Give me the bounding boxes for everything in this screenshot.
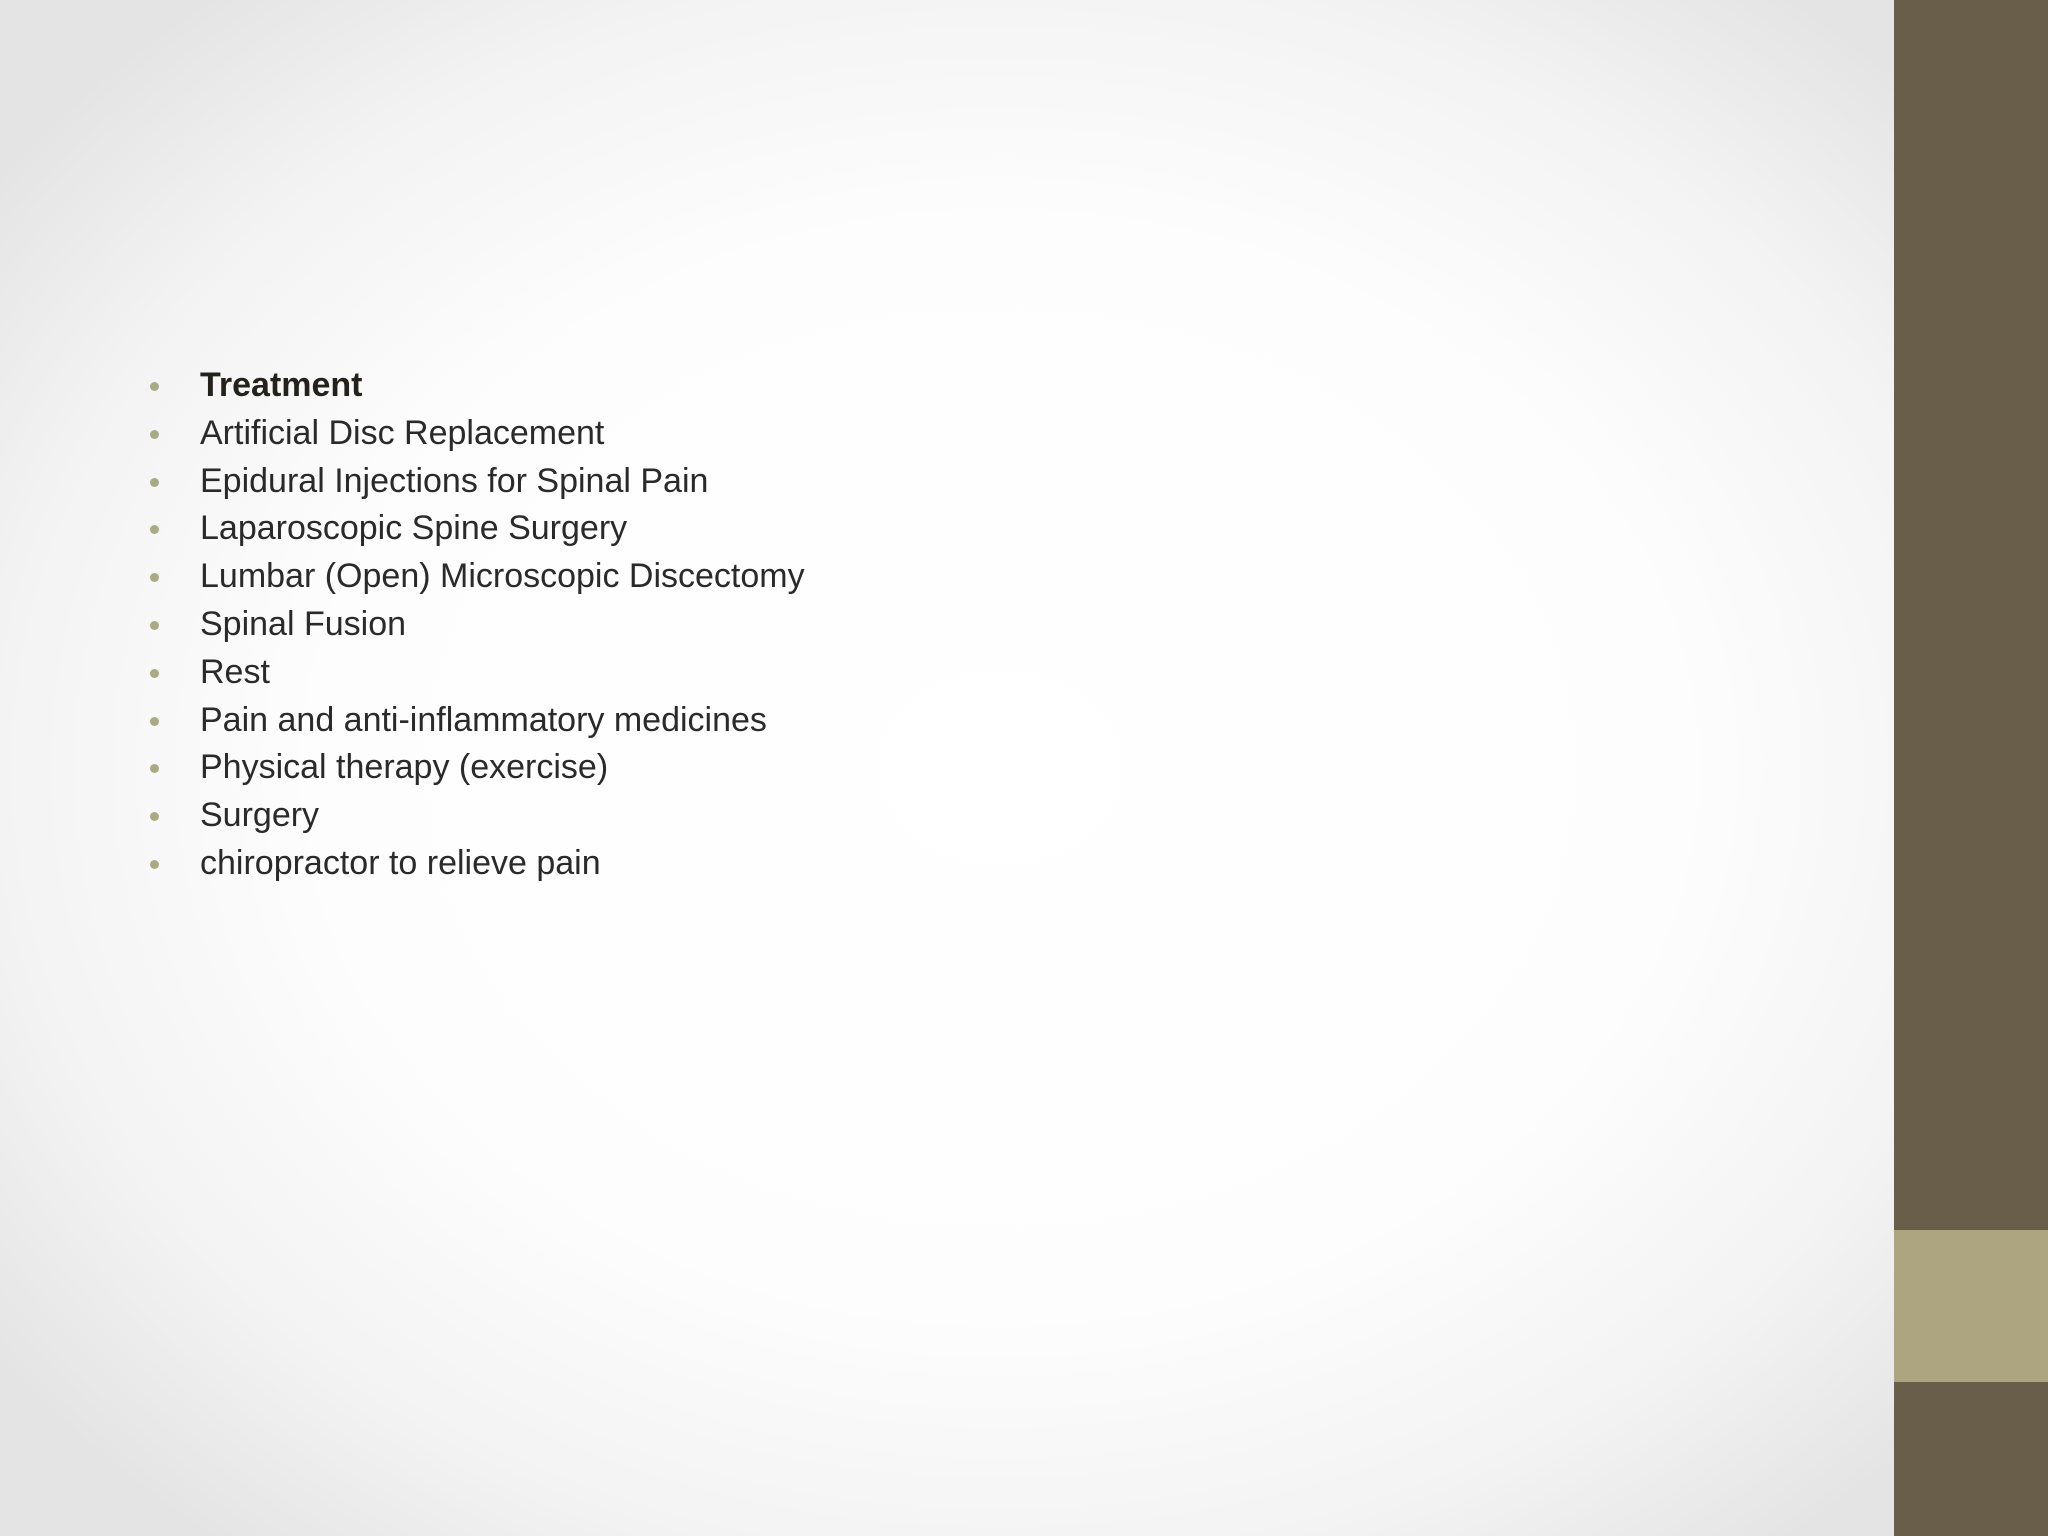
bullet-item [147,744,1647,792]
bullet-list [147,362,1647,888]
bullet-text: Lumbar (Open) Microscopic Discectomy [200,557,805,596]
bullet-icon [150,621,159,630]
bullet-text: Rest [200,652,270,691]
bullet-icon [150,860,159,869]
bullet-item [147,649,1647,697]
bullet-item [147,553,1647,601]
bullet-item [147,792,1647,840]
bullet-icon [150,812,159,821]
bullet-icon [150,669,159,678]
bullet-icon [150,478,159,487]
bullet-text: Artificial Disc Replacement [200,413,605,452]
slide-content [147,362,1647,888]
side-accent-block [1894,1230,2048,1382]
bullet-text: Spinal Fusion [200,604,407,643]
bullet-text: Physical therapy (exercise) [200,748,609,787]
bullet-text: Surgery [200,796,320,835]
bullet-item [147,458,1647,506]
bullet-text: Epidural Injections for Spinal Pain [200,461,709,500]
bullet-text: Treatment [200,366,363,404]
bullet-icon [150,717,159,726]
bullet-item [147,505,1647,553]
bullet-icon [150,573,159,582]
bullet-item-treatment [147,362,1647,410]
bullet-item [147,601,1647,649]
bullet-item [147,697,1647,745]
bullet-icon [150,382,159,391]
bullet-text: chiropractor to relieve pain [200,843,601,882]
bullet-icon [150,430,159,439]
bullet-item [147,840,1647,888]
bullet-text: Laparoscopic Spine Surgery [200,509,628,548]
bullet-icon [150,525,159,534]
bullet-item [147,410,1647,458]
bullet-text: Pain and anti-inflammatory medicines [200,700,767,739]
bullet-icon [150,764,159,773]
